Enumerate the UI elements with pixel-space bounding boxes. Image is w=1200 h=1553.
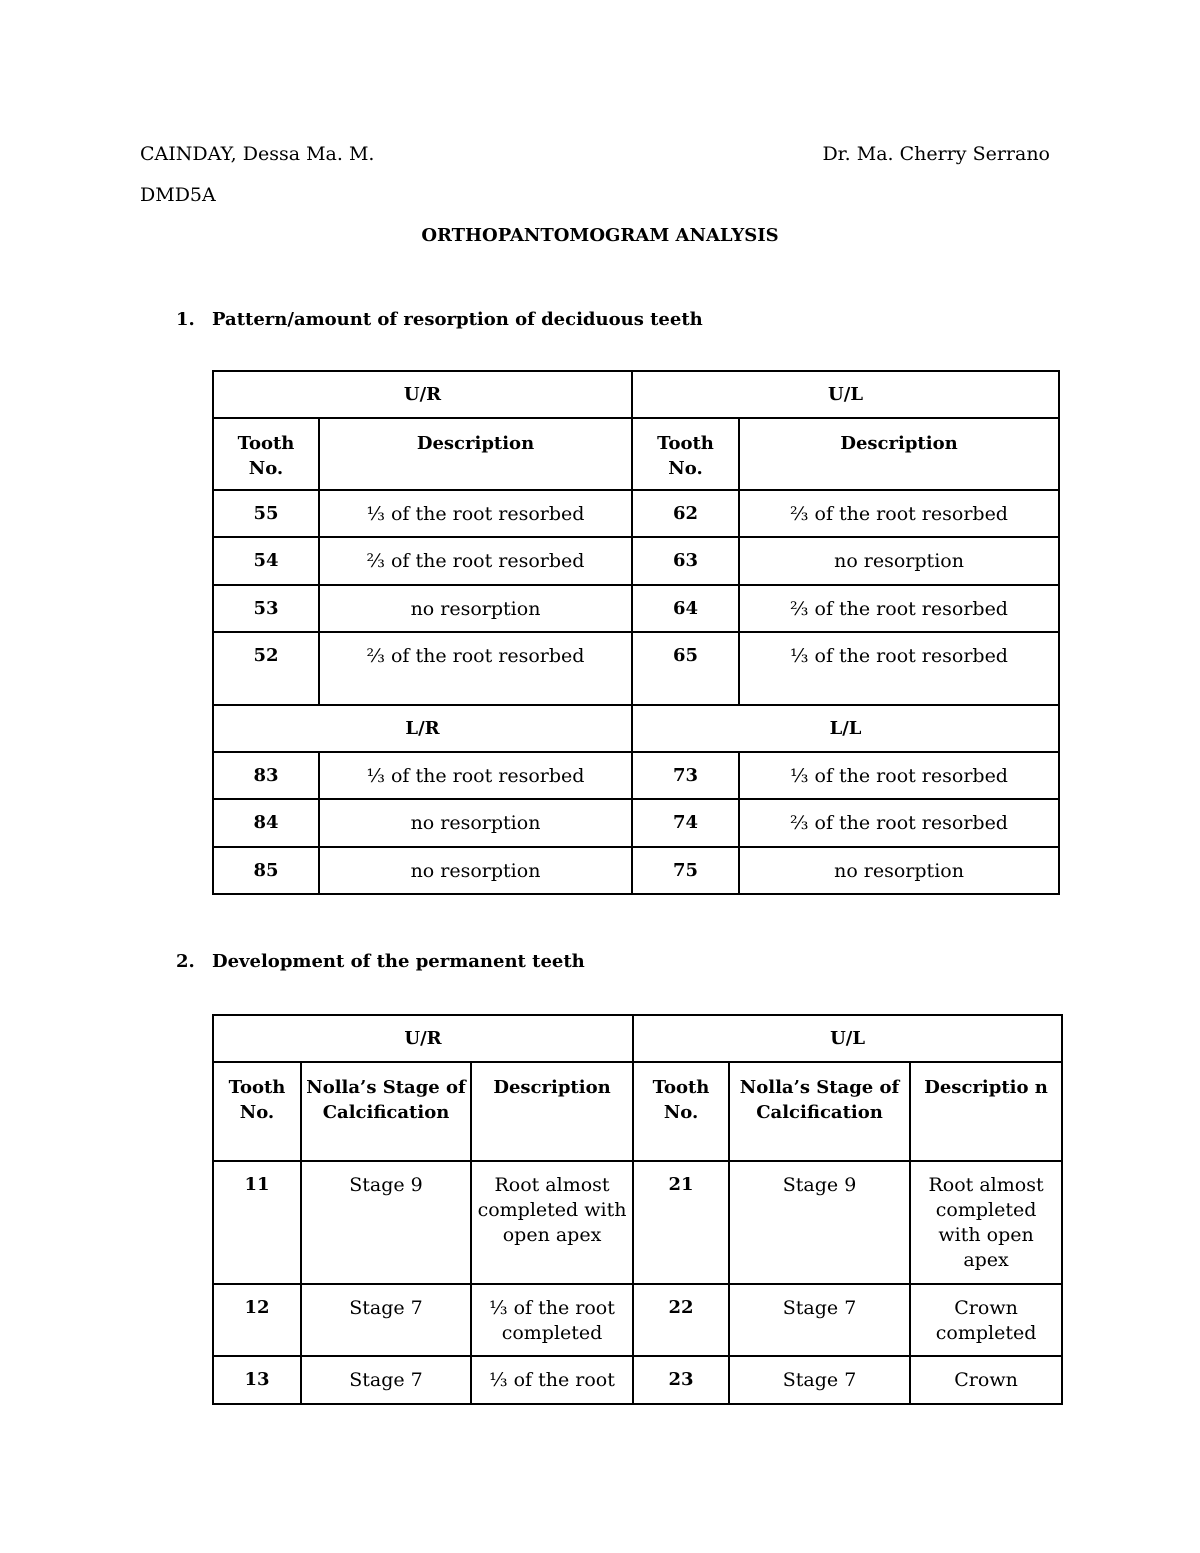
resorption-description: no resorption [319,585,632,632]
class-section: DMD5A [140,184,216,206]
resorption-table [212,370,1060,895]
resorption-description: ⅔ of the root resorbed [739,490,1059,537]
tooth-number: 21 [668,1174,694,1195]
quadrant-label-lower-right: L/R [213,705,632,752]
table-row [213,371,1059,418]
table-row [213,537,1059,585]
nolla-stage: Stage 9 [349,1174,423,1196]
column-header-tooth-no: Tooth No. [657,433,714,479]
table-row [213,632,1059,705]
development-description: Crown completed [935,1297,1037,1344]
tooth-number: 54 [213,537,319,585]
tooth-number: 85 [213,847,319,894]
resorption-description: ⅔ of the root resorbed [366,645,585,667]
tooth-number: 22 [668,1297,694,1318]
column-header-tooth-no: Tooth No. [237,433,295,479]
development-table [212,1014,1063,1405]
column-header-nolla-stage: Nolla’s Stage of Calcification [739,1077,900,1123]
resorption-description: no resorption [739,537,1059,585]
section-2-number: 2. [176,951,195,972]
document-title: ORTHOPANTOMOGRAM ANALYSIS [421,225,779,246]
section-1-heading [176,309,703,330]
table-header-row [213,1062,1062,1161]
tooth-number: 84 [213,799,319,847]
tooth-number: 73 [632,752,739,799]
nolla-stage: Stage 7 [782,1297,857,1319]
development-description: ⅓ of the root [471,1356,633,1404]
table-row [213,585,1059,632]
tooth-number: 55 [213,490,319,537]
section-2-heading [176,951,585,972]
column-header-tooth-no: Tooth No. [652,1077,710,1123]
tooth-number: 23 [633,1356,729,1404]
tooth-number: 12 [244,1297,270,1318]
development-description: Root almost completed with open apex [928,1174,1044,1271]
doctor-name: Dr. Ma. Cherry Serrano [822,143,1050,165]
nolla-stage: Stage 7 [729,1356,910,1404]
tooth-number: 11 [244,1174,270,1195]
tooth-number: 83 [213,752,319,799]
quadrant-label-upper-left: U/L [632,371,1059,418]
table-row [213,1015,1062,1062]
resorption-description: ⅓ of the root resorbed [790,645,1008,667]
resorption-description: no resorption [319,799,632,847]
development-description: ⅓ of the root completed [489,1297,615,1344]
nolla-stage: Stage 7 [349,1297,423,1319]
section-2-title: Development of the permanent teeth [212,951,585,972]
tooth-number: 65 [672,645,699,666]
student-name: CAINDAY, Dessa Ma. M. [140,143,375,165]
tooth-number: 64 [632,585,739,632]
resorption-description: no resorption [319,847,632,894]
table-row [213,490,1059,537]
table-row [213,1284,1062,1356]
quadrant-label-upper-left: U/L [633,1015,1062,1062]
tooth-number: 75 [632,847,739,894]
table-header-row [213,418,1059,490]
nolla-stage: Stage 7 [301,1356,471,1404]
column-header-tooth-no: Tooth No. [228,1077,286,1123]
tooth-number: 53 [213,585,319,632]
resorption-description: ⅔ of the root resorbed [739,799,1059,847]
tooth-number: 52 [253,645,279,666]
table-row [213,1356,1062,1404]
column-header-description: Description [416,433,535,454]
resorption-description: no resorption [739,847,1059,894]
table-row [213,1161,1062,1284]
resorption-description: ⅔ of the root resorbed [739,585,1059,632]
development-description: Root almost completed with open apex [477,1174,627,1246]
nolla-stage: Stage 9 [782,1174,857,1196]
tooth-number: 74 [632,799,739,847]
section-1-title: Pattern/amount of resorption of deciduous teeth [212,309,703,330]
resorption-description: ⅔ of the root resorbed [319,537,632,585]
tooth-number: 62 [632,490,739,537]
column-header-nolla-stage: Nolla’s Stage of Calcification [306,1077,466,1123]
column-header-description: Description [493,1077,611,1098]
section-1-number: 1. [176,309,195,330]
resorption-description: ⅓ of the root resorbed [319,752,632,799]
column-header-description: Description [840,433,958,454]
column-header-description: Descriptio n [924,1077,1048,1098]
resorption-description: ⅓ of the root resorbed [319,490,632,537]
tooth-number: 63 [632,537,739,585]
table-row [213,752,1059,799]
quadrant-label-lower-left: L/L [632,705,1059,752]
resorption-description: ⅓ of the root resorbed [739,752,1059,799]
development-description: Crown [910,1356,1062,1404]
table-row [213,847,1059,894]
quadrant-label-upper-right: U/R [213,1015,633,1062]
table-row [213,705,1059,752]
table-row [213,799,1059,847]
tooth-number: 13 [213,1356,301,1404]
quadrant-label-upper-right: U/R [213,371,632,418]
